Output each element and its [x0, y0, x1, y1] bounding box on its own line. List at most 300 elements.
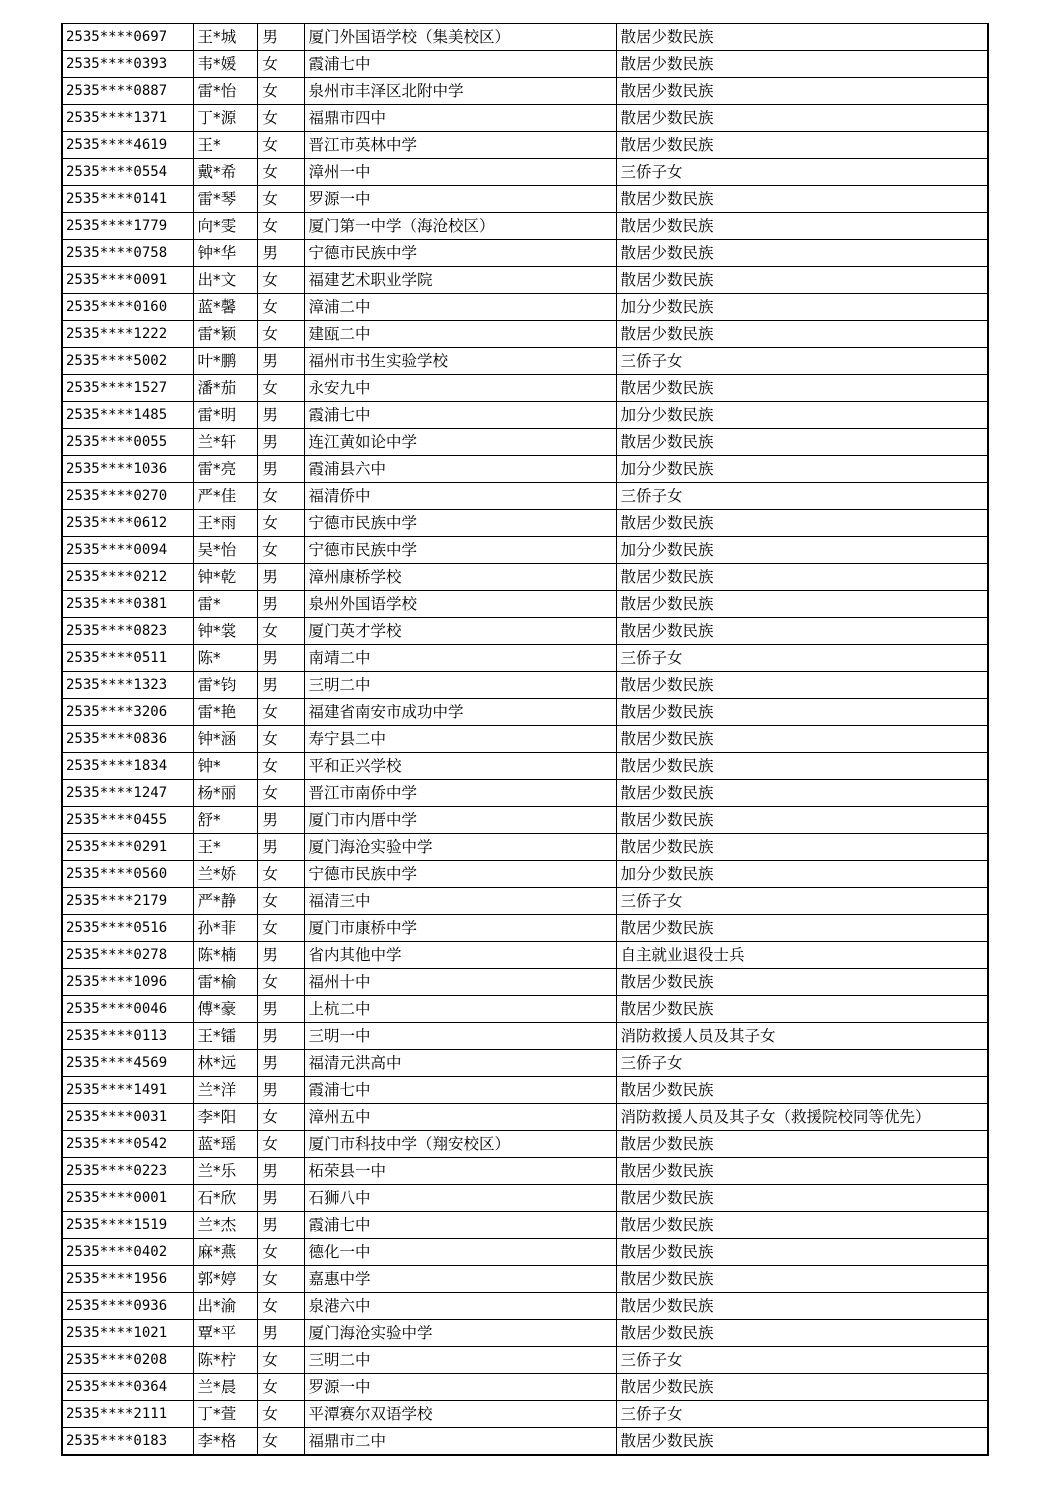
- candidate-id-cell: 2535****0836: [62, 726, 193, 753]
- category-cell: 消防救援人员及其子女: [616, 1023, 988, 1050]
- gender-cell: 女: [257, 1401, 304, 1428]
- student-name-cell: 兰*杰: [193, 1212, 257, 1239]
- category-cell: 散居少数民族: [616, 429, 988, 456]
- gender-cell: 女: [257, 510, 304, 537]
- category-cell: 加分少数民族: [616, 402, 988, 429]
- gender-cell: 女: [257, 618, 304, 645]
- school-cell: 福鼎市四中: [304, 105, 616, 132]
- table-row: [62, 483, 988, 510]
- student-name-cell: 石*欣: [193, 1185, 257, 1212]
- student-name-cell: 李*阳: [193, 1104, 257, 1131]
- category-cell: 散居少数民族: [616, 996, 988, 1023]
- candidate-id-cell: 2535****0542: [62, 1131, 193, 1158]
- gender-cell: 女: [257, 888, 304, 915]
- school-cell: 漳州五中: [304, 1104, 616, 1131]
- category-cell: 散居少数民族: [616, 618, 988, 645]
- student-name-cell: 雷*颖: [193, 321, 257, 348]
- candidate-id-cell: 2535****0402: [62, 1239, 193, 1266]
- student-name-cell: 钟*华: [193, 240, 257, 267]
- table-row: [62, 1239, 988, 1266]
- candidate-id-cell: 2535****0055: [62, 429, 193, 456]
- student-list-table: [61, 23, 989, 1456]
- category-cell: 散居少数民族: [616, 186, 988, 213]
- school-cell: 三明二中: [304, 672, 616, 699]
- table-row: [62, 1023, 988, 1050]
- school-cell: 厦门海沧实验中学: [304, 1320, 616, 1347]
- category-cell: 三侨子女: [616, 1347, 988, 1374]
- gender-cell: 女: [257, 213, 304, 240]
- candidate-id-cell: 2535****0364: [62, 1374, 193, 1401]
- table-row: [62, 780, 988, 807]
- table-row: [62, 1293, 988, 1320]
- school-cell: 平潭赛尔双语学校: [304, 1401, 616, 1428]
- school-cell: 厦门市科技中学（翔安校区）: [304, 1131, 616, 1158]
- table-row: [62, 105, 988, 132]
- category-cell: 散居少数民族: [616, 807, 988, 834]
- table-row: [62, 1320, 988, 1347]
- candidate-id-cell: 2535****0554: [62, 159, 193, 186]
- category-cell: 散居少数民族: [616, 780, 988, 807]
- school-cell: 永安九中: [304, 375, 616, 402]
- category-cell: 消防救援人员及其子女（救援院校同等优先）: [616, 1104, 988, 1131]
- student-name-cell: 王*雨: [193, 510, 257, 537]
- candidate-id-cell: 2535****0560: [62, 861, 193, 888]
- table-row: [62, 888, 988, 915]
- gender-cell: 女: [257, 1239, 304, 1266]
- school-cell: 泉港六中: [304, 1293, 616, 1320]
- gender-cell: 女: [257, 969, 304, 996]
- category-cell: 散居少数民族: [616, 510, 988, 537]
- candidate-id-cell: 2535****0697: [62, 24, 193, 51]
- student-name-cell: 蓝*馨: [193, 294, 257, 321]
- candidate-id-cell: 2535****0160: [62, 294, 193, 321]
- student-name-cell: 雷*: [193, 591, 257, 618]
- school-cell: 福鼎市二中: [304, 1428, 616, 1456]
- school-cell: 罗源一中: [304, 186, 616, 213]
- school-cell: 石狮八中: [304, 1185, 616, 1212]
- school-cell: 三明一中: [304, 1023, 616, 1050]
- student-name-cell: 麻*燕: [193, 1239, 257, 1266]
- category-cell: 散居少数民族: [616, 1266, 988, 1293]
- category-cell: 散居少数民族: [616, 915, 988, 942]
- student-name-cell: 王*镭: [193, 1023, 257, 1050]
- school-cell: 福建省南安市成功中学: [304, 699, 616, 726]
- table-row: [62, 618, 988, 645]
- student-name-cell: 杨*丽: [193, 780, 257, 807]
- table-row: [62, 240, 988, 267]
- category-cell: 散居少数民族: [616, 726, 988, 753]
- category-cell: 散居少数民族: [616, 1293, 988, 1320]
- candidate-id-cell: 2535****0212: [62, 564, 193, 591]
- category-cell: 自主就业退役士兵: [616, 942, 988, 969]
- table-row: [62, 1266, 988, 1293]
- category-cell: 加分少数民族: [616, 456, 988, 483]
- candidate-id-cell: 2535****0381: [62, 591, 193, 618]
- table-row: [62, 159, 988, 186]
- table-row: [62, 591, 988, 618]
- candidate-id-cell: 2535****1527: [62, 375, 193, 402]
- category-cell: 散居少数民族: [616, 1077, 988, 1104]
- gender-cell: 女: [257, 1131, 304, 1158]
- gender-cell: 男: [257, 807, 304, 834]
- gender-cell: 男: [257, 24, 304, 51]
- candidate-id-cell: 2535****4569: [62, 1050, 193, 1077]
- student-name-cell: 陈*柠: [193, 1347, 257, 1374]
- gender-cell: 男: [257, 1050, 304, 1077]
- table-row: [62, 915, 988, 942]
- gender-cell: 男: [257, 834, 304, 861]
- gender-cell: 男: [257, 942, 304, 969]
- school-cell: 三明二中: [304, 1347, 616, 1374]
- candidate-id-cell: 2535****0455: [62, 807, 193, 834]
- gender-cell: 女: [257, 51, 304, 78]
- candidate-id-cell: 2535****0208: [62, 1347, 193, 1374]
- table-row: [62, 699, 988, 726]
- gender-cell: 女: [257, 780, 304, 807]
- gender-cell: 男: [257, 1158, 304, 1185]
- gender-cell: 女: [257, 861, 304, 888]
- student-name-cell: 孙*菲: [193, 915, 257, 942]
- table-row: [62, 1050, 988, 1077]
- school-cell: 厦门市康桥中学: [304, 915, 616, 942]
- student-name-cell: 韦*媛: [193, 51, 257, 78]
- gender-cell: 女: [257, 132, 304, 159]
- table-row: [62, 834, 988, 861]
- table-row: [62, 1212, 988, 1239]
- student-name-cell: 吴*怡: [193, 537, 257, 564]
- school-cell: 罗源一中: [304, 1374, 616, 1401]
- gender-cell: 女: [257, 159, 304, 186]
- gender-cell: 女: [257, 1266, 304, 1293]
- school-cell: 嘉惠中学: [304, 1266, 616, 1293]
- school-cell: 寿宁县二中: [304, 726, 616, 753]
- school-cell: 厦门海沧实验中学: [304, 834, 616, 861]
- student-name-cell: 丁*萱: [193, 1401, 257, 1428]
- table-row: [62, 375, 988, 402]
- table-row: [62, 267, 988, 294]
- school-cell: 平和正兴学校: [304, 753, 616, 780]
- table-row: [62, 1185, 988, 1212]
- category-cell: 散居少数民族: [616, 375, 988, 402]
- gender-cell: 男: [257, 1023, 304, 1050]
- gender-cell: 女: [257, 1293, 304, 1320]
- student-name-cell: 兰*洋: [193, 1077, 257, 1104]
- candidate-id-cell: 2535****0001: [62, 1185, 193, 1212]
- school-cell: 霞浦县六中: [304, 456, 616, 483]
- school-cell: 泉州市丰泽区北附中学: [304, 78, 616, 105]
- category-cell: 散居少数民族: [616, 1428, 988, 1456]
- candidate-id-cell: 2535****1247: [62, 780, 193, 807]
- gender-cell: 男: [257, 240, 304, 267]
- school-cell: 厦门第一中学（海沧校区）: [304, 213, 616, 240]
- school-cell: 霞浦七中: [304, 402, 616, 429]
- student-name-cell: 兰*乐: [193, 1158, 257, 1185]
- student-name-cell: 严*佳: [193, 483, 257, 510]
- table-row: [62, 186, 988, 213]
- student-name-cell: 出*渝: [193, 1293, 257, 1320]
- category-cell: 散居少数民族: [616, 834, 988, 861]
- gender-cell: 女: [257, 78, 304, 105]
- gender-cell: 女: [257, 294, 304, 321]
- student-name-cell: 严*静: [193, 888, 257, 915]
- candidate-id-cell: 2535****0046: [62, 996, 193, 1023]
- gender-cell: 女: [257, 699, 304, 726]
- gender-cell: 男: [257, 1077, 304, 1104]
- gender-cell: 男: [257, 591, 304, 618]
- student-name-cell: 兰*娇: [193, 861, 257, 888]
- gender-cell: 女: [257, 1104, 304, 1131]
- candidate-id-cell: 2535****0270: [62, 483, 193, 510]
- gender-cell: 男: [257, 1212, 304, 1239]
- category-cell: 散居少数民族: [616, 24, 988, 51]
- table-row: [62, 456, 988, 483]
- candidate-id-cell: 2535****1021: [62, 1320, 193, 1347]
- student-name-cell: 舒*: [193, 807, 257, 834]
- school-cell: 晋江市南侨中学: [304, 780, 616, 807]
- gender-cell: 女: [257, 483, 304, 510]
- candidate-id-cell: 2535****1491: [62, 1077, 193, 1104]
- category-cell: 散居少数民族: [616, 267, 988, 294]
- candidate-id-cell: 2535****0091: [62, 267, 193, 294]
- candidate-id-cell: 2535****1956: [62, 1266, 193, 1293]
- category-cell: 散居少数民族: [616, 321, 988, 348]
- school-cell: 福清元洪高中: [304, 1050, 616, 1077]
- school-cell: 福建艺术职业学院: [304, 267, 616, 294]
- category-cell: 散居少数民族: [616, 1239, 988, 1266]
- category-cell: 散居少数民族: [616, 753, 988, 780]
- student-name-cell: 叶*鹏: [193, 348, 257, 375]
- table-row: [62, 1374, 988, 1401]
- gender-cell: 女: [257, 267, 304, 294]
- school-cell: 省内其他中学: [304, 942, 616, 969]
- candidate-id-cell: 2535****0223: [62, 1158, 193, 1185]
- school-cell: 漳州一中: [304, 159, 616, 186]
- gender-cell: 女: [257, 375, 304, 402]
- school-cell: 宁德市民族中学: [304, 861, 616, 888]
- candidate-id-cell: 2535****0141: [62, 186, 193, 213]
- student-name-cell: 林*远: [193, 1050, 257, 1077]
- table-row: [62, 969, 988, 996]
- table-row: [62, 1158, 988, 1185]
- candidate-id-cell: 2535****0823: [62, 618, 193, 645]
- table-row: [62, 996, 988, 1023]
- school-cell: 漳州康桥学校: [304, 564, 616, 591]
- student-name-cell: 钟*涵: [193, 726, 257, 753]
- student-name-cell: 雷*艳: [193, 699, 257, 726]
- student-name-cell: 钟*裳: [193, 618, 257, 645]
- gender-cell: 男: [257, 429, 304, 456]
- gender-cell: 男: [257, 348, 304, 375]
- student-name-cell: 丁*源: [193, 105, 257, 132]
- school-cell: 德化一中: [304, 1239, 616, 1266]
- candidate-id-cell: 2535****1323: [62, 672, 193, 699]
- table-row: [62, 51, 988, 78]
- student-name-cell: 雷*琴: [193, 186, 257, 213]
- school-cell: 晋江市英林中学: [304, 132, 616, 159]
- school-cell: 福清侨中: [304, 483, 616, 510]
- student-name-cell: 郭*婷: [193, 1266, 257, 1293]
- candidate-id-cell: 2535****0612: [62, 510, 193, 537]
- candidate-id-cell: 2535****0031: [62, 1104, 193, 1131]
- candidate-id-cell: 2535****2111: [62, 1401, 193, 1428]
- gender-cell: 男: [257, 1185, 304, 1212]
- table-row: [62, 942, 988, 969]
- table-row: [62, 321, 988, 348]
- school-cell: 上杭二中: [304, 996, 616, 1023]
- category-cell: 散居少数民族: [616, 1158, 988, 1185]
- school-cell: 福州市书生实验学校: [304, 348, 616, 375]
- category-cell: 三侨子女: [616, 159, 988, 186]
- category-cell: 散居少数民族: [616, 1320, 988, 1347]
- candidate-id-cell: 2535****1519: [62, 1212, 193, 1239]
- student-name-cell: 陈*楠: [193, 942, 257, 969]
- category-cell: 加分少数民族: [616, 537, 988, 564]
- table-row: [62, 348, 988, 375]
- table-row: [62, 807, 988, 834]
- candidate-id-cell: 2535****0113: [62, 1023, 193, 1050]
- category-cell: 三侨子女: [616, 888, 988, 915]
- school-cell: 连江黄如论中学: [304, 429, 616, 456]
- candidate-id-cell: 2535****1834: [62, 753, 193, 780]
- category-cell: 散居少数民族: [616, 564, 988, 591]
- school-cell: 宁德市民族中学: [304, 510, 616, 537]
- student-name-cell: 蓝*瑶: [193, 1131, 257, 1158]
- table-row: [62, 1077, 988, 1104]
- school-cell: 霞浦七中: [304, 51, 616, 78]
- candidate-id-cell: 2535****0291: [62, 834, 193, 861]
- table-row: [62, 645, 988, 672]
- table-row: [62, 726, 988, 753]
- category-cell: 散居少数民族: [616, 105, 988, 132]
- candidate-id-cell: 2535****1371: [62, 105, 193, 132]
- candidate-id-cell: 2535****1036: [62, 456, 193, 483]
- table-row: [62, 294, 988, 321]
- category-cell: 散居少数民族: [616, 1374, 988, 1401]
- table-row: [62, 510, 988, 537]
- category-cell: 散居少数民族: [616, 699, 988, 726]
- gender-cell: 男: [257, 996, 304, 1023]
- table-body: [62, 24, 988, 1456]
- candidate-id-cell: 2535****2179: [62, 888, 193, 915]
- student-name-cell: 兰*晨: [193, 1374, 257, 1401]
- gender-cell: 男: [257, 1320, 304, 1347]
- school-cell: 厦门外国语学校（集美校区）: [304, 24, 616, 51]
- candidate-id-cell: 2535****5002: [62, 348, 193, 375]
- candidate-id-cell: 2535****0936: [62, 1293, 193, 1320]
- student-name-cell: 雷*明: [193, 402, 257, 429]
- category-cell: 三侨子女: [616, 348, 988, 375]
- category-cell: 散居少数民族: [616, 672, 988, 699]
- table-row: [62, 402, 988, 429]
- student-name-cell: 傅*豪: [193, 996, 257, 1023]
- table-row: [62, 1428, 988, 1456]
- school-cell: 漳浦二中: [304, 294, 616, 321]
- category-cell: 散居少数民族: [616, 132, 988, 159]
- student-name-cell: 向*雯: [193, 213, 257, 240]
- gender-cell: 女: [257, 753, 304, 780]
- candidate-id-cell: 2535****0183: [62, 1428, 193, 1456]
- candidate-id-cell: 2535****0393: [62, 51, 193, 78]
- student-name-cell: 覃*平: [193, 1320, 257, 1347]
- category-cell: 三侨子女: [616, 1401, 988, 1428]
- school-cell: 柘荣县一中: [304, 1158, 616, 1185]
- gender-cell: 女: [257, 1428, 304, 1456]
- category-cell: 加分少数民族: [616, 294, 988, 321]
- table-row: [62, 672, 988, 699]
- candidate-id-cell: 2535****0887: [62, 78, 193, 105]
- school-cell: 宁德市民族中学: [304, 537, 616, 564]
- gender-cell: 女: [257, 186, 304, 213]
- school-cell: 南靖二中: [304, 645, 616, 672]
- candidate-id-cell: 2535****4619: [62, 132, 193, 159]
- table-row: [62, 1104, 988, 1131]
- table-row: [62, 429, 988, 456]
- student-name-cell: 王*: [193, 132, 257, 159]
- gender-cell: 女: [257, 915, 304, 942]
- candidate-id-cell: 2535****0516: [62, 915, 193, 942]
- candidate-id-cell: 2535****0511: [62, 645, 193, 672]
- student-name-cell: 陈*: [193, 645, 257, 672]
- gender-cell: 男: [257, 672, 304, 699]
- category-cell: 加分少数民族: [616, 861, 988, 888]
- category-cell: 散居少数民族: [616, 1131, 988, 1158]
- category-cell: 散居少数民族: [616, 1212, 988, 1239]
- candidate-id-cell: 2535****0758: [62, 240, 193, 267]
- table-row: [62, 753, 988, 780]
- student-name-cell: 王*: [193, 834, 257, 861]
- gender-cell: 男: [257, 645, 304, 672]
- category-cell: 散居少数民族: [616, 969, 988, 996]
- table-row: [62, 861, 988, 888]
- table-row: [62, 1131, 988, 1158]
- candidate-id-cell: 2535****3206: [62, 699, 193, 726]
- gender-cell: 女: [257, 726, 304, 753]
- category-cell: 散居少数民族: [616, 78, 988, 105]
- candidate-id-cell: 2535****0278: [62, 942, 193, 969]
- student-name-cell: 雷*钧: [193, 672, 257, 699]
- school-cell: 霞浦七中: [304, 1077, 616, 1104]
- student-name-cell: 兰*轩: [193, 429, 257, 456]
- student-name-cell: 潘*茄: [193, 375, 257, 402]
- gender-cell: 女: [257, 105, 304, 132]
- category-cell: 三侨子女: [616, 483, 988, 510]
- category-cell: 散居少数民族: [616, 213, 988, 240]
- student-name-cell: 戴*希: [193, 159, 257, 186]
- gender-cell: 男: [257, 456, 304, 483]
- school-cell: 厦门英才学校: [304, 618, 616, 645]
- table-row: [62, 213, 988, 240]
- student-name-cell: 李*格: [193, 1428, 257, 1456]
- school-cell: 福清三中: [304, 888, 616, 915]
- gender-cell: 男: [257, 564, 304, 591]
- table-row: [62, 78, 988, 105]
- category-cell: 散居少数民族: [616, 1185, 988, 1212]
- table-row: [62, 132, 988, 159]
- school-cell: 霞浦七中: [304, 1212, 616, 1239]
- gender-cell: 男: [257, 402, 304, 429]
- student-name-cell: 出*文: [193, 267, 257, 294]
- table-row: [62, 1347, 988, 1374]
- table-row: [62, 537, 988, 564]
- school-cell: 宁德市民族中学: [304, 240, 616, 267]
- candidate-id-cell: 2535****1096: [62, 969, 193, 996]
- category-cell: 散居少数民族: [616, 51, 988, 78]
- school-cell: 福州十中: [304, 969, 616, 996]
- gender-cell: 女: [257, 1347, 304, 1374]
- category-cell: 散居少数民族: [616, 591, 988, 618]
- candidate-id-cell: 2535****1485: [62, 402, 193, 429]
- student-name-cell: 雷*亮: [193, 456, 257, 483]
